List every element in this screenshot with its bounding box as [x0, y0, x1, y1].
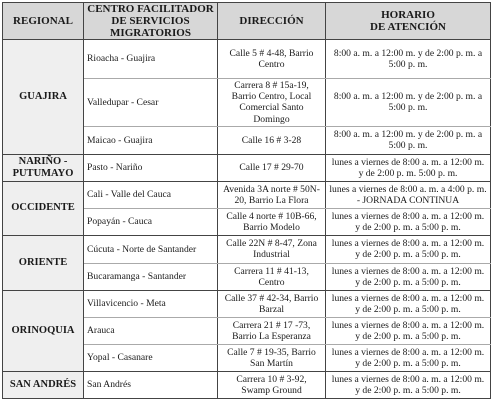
direccion-cell: Calle 17 # 29-70 — [218, 154, 326, 181]
direccion-cell: Calle 5 # 4-48, Barrio Centro — [218, 40, 326, 79]
table-row — [3, 40, 491, 79]
direccion-cell: Calle 22N # 8-47, Zona Industrial — [218, 235, 326, 263]
centro-cell: Villavicencio - Meta — [84, 290, 218, 317]
centro-cell: Rioacha - Guajira — [84, 40, 218, 79]
direccion-cell: Calle 7 # 19-35, Barrio San Martín — [218, 344, 326, 371]
direccion-cell: Carrera 8 # 15a-19, Barrio Centro, Local Comercial Santo Domingo — [218, 79, 326, 127]
horario-cell: 8:00 a. m. a 12:00 m. y de 2:00 p. m. a 5:00 p. m. — [326, 40, 491, 79]
horario-cell: lunes a viernes de 8:00 a. m. a 12:00 m. y de 2:00 p. m. a 5:00 p. m. — [326, 208, 491, 235]
regional-cell: ORIENTE — [3, 235, 84, 290]
header-direccion: DIRECCIÓN — [218, 3, 326, 40]
centro-cell: Cali - Valle del Cauca — [84, 181, 218, 208]
horario-cell: 8:00 a. m. a 12:00 m. y de 2:00 p. m. a 5:00 p. m. — [326, 126, 491, 154]
centro-cell: Cúcuta - Norte de Santander — [84, 235, 218, 263]
direccion-cell: Carrera 10 # 3-92, Swamp Ground — [218, 371, 326, 398]
centro-cell: Valledupar - Cesar — [84, 79, 218, 127]
horario-cell: lunes a viernes de 8:00 a. m. a 12:00 m. y de 2:00 p. m. a 5:00 p. m. — [326, 317, 491, 344]
centro-cell: Arauca — [84, 317, 218, 344]
migration-centers-table — [2, 2, 491, 399]
table-row — [3, 235, 491, 263]
horario-cell: lunes a viernes de 8:00 a. m. a 4:00 p. m. - JORNADA CONTINUA — [326, 181, 491, 208]
horario-cell: lunes a viernes de 8:00 a. m. a 12:00 m. y de 2:00 p. m. a 5:00 p. m. — [326, 263, 491, 290]
direccion-cell: Calle 4 norte # 10B-66, Barrio Modelo — [218, 208, 326, 235]
table-row — [3, 154, 491, 181]
table-row — [3, 290, 491, 317]
horario-cell: lunes a viernes de 8:00 a. m. a 12:00 m. y de 2:00 p. m. a 5:00 p. m. — [326, 290, 491, 317]
header-centro: CENTRO FACILITADOR DE SERVICIOS MIGRATORIOS — [84, 3, 218, 40]
header-regional: REGIONAL — [3, 3, 84, 40]
horario-cell: lunes a viernes de 8:00 a. m. a 12:00 m. y de 2:00 p. m. a 5:00 p. m. — [326, 371, 491, 398]
regional-cell: SAN ANDRÉS — [3, 371, 84, 398]
regional-cell: OCCIDENTE — [3, 181, 84, 235]
table-row — [3, 181, 491, 208]
centro-cell: Pasto - Nariño — [84, 154, 218, 181]
regional-cell: NARIÑO - PUTUMAYO — [3, 154, 84, 181]
horario-cell: lunes a viernes de 8:00 a. m. a 12:00 m. y de 2:00 p. m. a 5:00 p. m. — [326, 235, 491, 263]
horario-cell: lunes a viernes de 8:00 a. m. a 12:00 m. y de 2:00 p. m. a 5:00 p. m. — [326, 344, 491, 371]
centro-cell: Popayán - Cauca — [84, 208, 218, 235]
horario-cell: lunes a viernes de 8:00 a. m. a 12:00 m. y de 2:00 p. m. 5:00 p. m. — [326, 154, 491, 181]
direccion-cell: Carrera 11 # 41-13, Centro — [218, 263, 326, 290]
direccion-cell: Carrera 21 # 17 -73, Barrio La Esperanza — [218, 317, 326, 344]
centro-cell: San Andrés — [84, 371, 218, 398]
direccion-cell: Calle 37 # 42-34, Barrio Barzal — [218, 290, 326, 317]
centro-cell: Yopal - Casanare — [84, 344, 218, 371]
header-horario: HORARIO DE ATENCIÓN — [326, 3, 491, 40]
centro-cell: Maicao - Guajira — [84, 126, 218, 154]
horario-cell: 8:00 a. m. a 12:00 m. y de 2:00 p. m. a 5:00 p. m. — [326, 79, 491, 127]
centro-cell: Bucaramanga - Santander — [84, 263, 218, 290]
header-row — [3, 3, 491, 40]
direccion-cell: Calle 16 # 3-28 — [218, 126, 326, 154]
regional-cell: GUAJIRA — [3, 40, 84, 155]
regional-cell: ORINOQUIA — [3, 290, 84, 371]
direccion-cell: Avenida 3A norte # 50N-20, Barrio La Flora — [218, 181, 326, 208]
table-row — [3, 371, 491, 398]
